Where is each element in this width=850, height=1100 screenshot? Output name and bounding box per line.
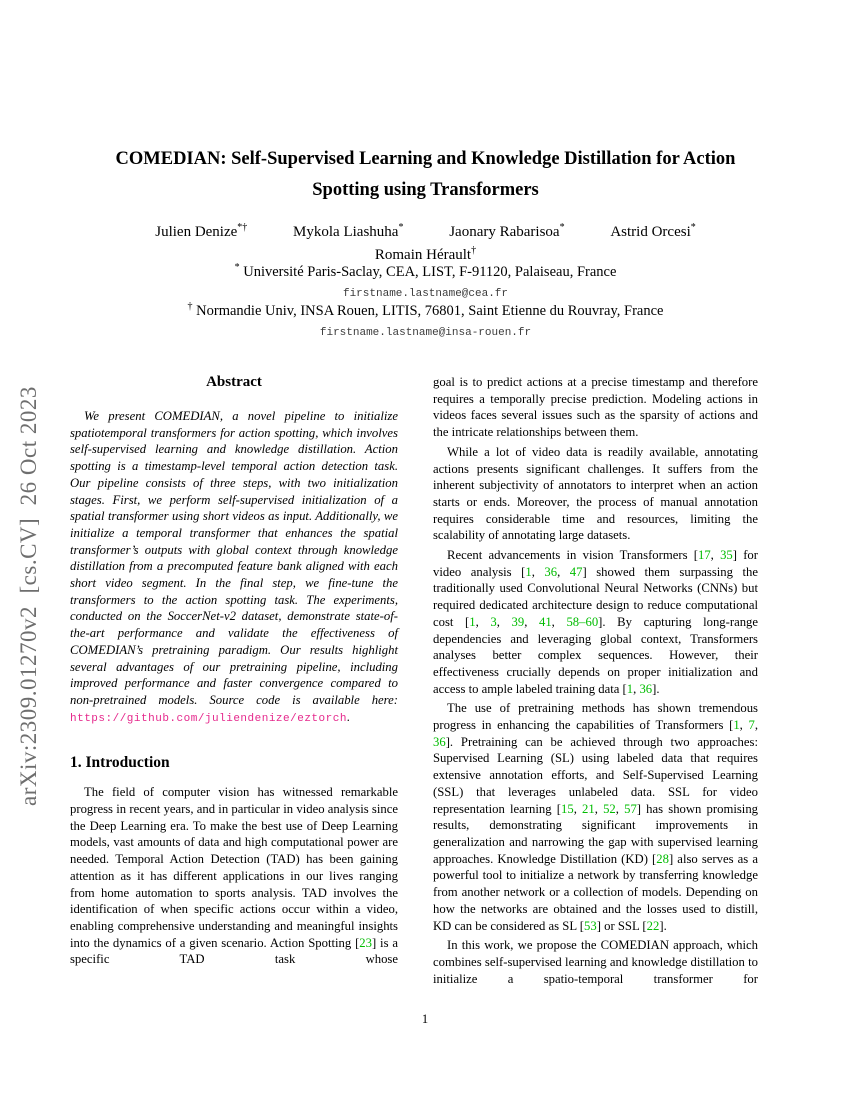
affiliation-1: * Université Paris-Saclay, CEA, LIST, F-91120, Palaiseau, France (234, 262, 617, 280)
author-affiliation-mark: * (690, 222, 696, 233)
citation-link[interactable]: 41 (538, 614, 552, 629)
citation-link[interactable]: 52 (603, 801, 616, 816)
citation-link[interactable]: 53 (584, 918, 597, 933)
citation-link[interactable]: 1 (733, 718, 740, 733)
citation-link[interactable]: 47 (569, 564, 583, 579)
affiliation-mark: * (234, 262, 240, 274)
citation-link[interactable]: 7 (748, 718, 755, 733)
citation-link[interactable]: 23 (359, 935, 372, 950)
email-cea: firstname.lastname@cea.fr (342, 288, 509, 300)
section-heading-introduction: 1. Introduction (70, 754, 170, 772)
author-name: Romain Hérault† (374, 245, 477, 263)
citation-link[interactable]: 15 (561, 801, 574, 816)
body-paragraph: The use of pretraining methods has shown tremendous progress in enhancing the capabilities of Transformers [1, 7, 36]. Pretraining can be achieved through two approaches: Supervised Learning (SL) using labeled data that requires extensive annotation efforts, and Self-Supervised Learning (SSL) that leverages unlabeled data. SSL for video representation learning [15, 21, 52, 57] has shown promising results, demonstrating significant improvements in generalization and narrowing the gap with supervised learning approaches. Knowledge Distillation (KD) [28] also serves as a powerful tool to initialize a network by transferring knowledge from another network or a collection of models. Depending on how the networks are obtained and the losses used to distill, KD can be considered as SL [53] or SSL [22]. (433, 701, 759, 933)
email-insa: firstname.lastname@insa-rouen.fr (319, 327, 532, 339)
intro-paragraph: The field of computer vision has witnessed remarkable progress in recent years, and in particular in video analysis since the Deep Learning era. To make the best use of Deep Learning models, vast amounts of data and high computational power are needed. Temporal Action Detection (TAD) has been gaining attention as it has different applications in our lives ranging from home automation to sports analysis. TAD involves the identification of when specific actions occur within a video, enabling comprehensive understanding and meaningful insights into the dynamics of a given scenario. Action Spotting [23] is a specific TAD task whose (70, 785, 398, 967)
citation-link[interactable]: 1 (525, 564, 532, 579)
authors-row (35, 224, 816, 241)
citation-link[interactable]: 28 (656, 851, 669, 866)
abstract-heading: Abstract (206, 374, 262, 390)
citation-link[interactable]: 36 (544, 564, 558, 579)
source-code-link[interactable]: https://github.com/juliendenize/eztorch (70, 712, 347, 725)
paper-title-line2: Spotting using Transformers (312, 180, 539, 200)
citation-link[interactable]: 39 (511, 614, 525, 629)
title-block (70, 144, 781, 206)
citation-link[interactable]: 1 (469, 614, 476, 629)
affiliation-mark: † (187, 301, 193, 313)
citation-link[interactable]: 1 (626, 681, 634, 696)
author-name: Jaonary Rabarisoa* (449, 222, 565, 240)
author-affiliation-mark: * (559, 222, 565, 233)
author-affiliation-mark: † (471, 245, 477, 256)
abstract-text: We present COMEDIAN, a novel pipeline to initialize spatiotemporal transformers for action spotting, which involves self-supervised learning and knowledge distillation. Action spotting is a timestamp-level temporal action detection task. Our pipeline consists of three steps, with two initialization stages. First, we perform self-supervised initialization of a spatial transformer using short videos as input. Additionally, we initialize a temporal transformer that enhances the spatial transformer’s outputs with global context through knowledge distillation from a precomputed feature bank aligned with each short video segment. In the final step, we fine-tune the transformers to the action spotting task. The experiments, conducted on the SoccerNet-v2 dataset, demonstrate state-of-the-art performance and validate the effectiveness of COMEDIAN’s pretraining paradigm. Our results highlight several advantages of our pretraining pipeline, including improved performance and faster convergence compared to non-pretrained models. Source code is available here: https://github.com/juliendenize/eztorch. (70, 409, 398, 725)
citation-link[interactable]: 36 (433, 734, 446, 749)
citation-link[interactable]: 17 (697, 548, 711, 563)
paper-title-line1: COMEDIAN: Self-Supervised Learning and Knowledge Distillation for Action (115, 149, 736, 169)
author-name: Julien Denize*† (155, 222, 248, 240)
arxiv-watermark: arXiv:2309.01270v2 [cs.CV] 26 Oct 2023 (16, 386, 41, 806)
author-affiliation-mark: * (398, 222, 404, 233)
citation-link[interactable]: 58–60 (566, 614, 599, 629)
citation-link[interactable]: 21 (582, 801, 595, 816)
author-affiliation-mark: *† (237, 222, 248, 233)
citation-link[interactable]: 36 (639, 681, 653, 696)
citation-link[interactable]: 35 (720, 548, 733, 563)
author-name: Astrid Orcesi* (610, 222, 696, 240)
affiliation-2: † Normandie Univ, INSA Rouen, LITIS, 76801, Saint Etienne du Rouvray, France (187, 301, 664, 319)
citation-link[interactable]: 3 (490, 614, 497, 629)
citation-link[interactable]: 57 (624, 801, 637, 816)
body-paragraph: In this work, we propose the COMEDIAN approach, which combines self-supervised learning and knowledge distillation to initialize a spatio-temporal transformer for (433, 938, 758, 986)
citation-link[interactable]: 22 (646, 918, 660, 933)
body-paragraph: While a lot of video data is readily available, annotating actions presents significant challenges. It suffers from the inherent subjectivity of annotators to interpret when an action starts or ends. Moreover, the process of manual annotation requires considerable time and resources, limiting the scalability of annotating large datasets. (433, 444, 758, 543)
body-paragraph: Recent advancements in vision Transformers [17, 35] for video analysis [1, 36, 47] showed them surpassing the traditionally used Convolutional Neural Networks (CNNs) but required dedicated architecture design to reduce computational cost [1, 3, 39, 41, 58–60]. By capturing long-range dependencies and leveraging global context, Transformers analyses better complex sequences. However, their effectiveness crucially depends on proper initialization and access to ample labeled training data [1, 36]. (433, 548, 759, 696)
author-name: Mykola Liashuha* (293, 222, 404, 240)
right-column (433, 374, 758, 990)
body-paragraph: goal is to predict actions at a precise timestamp and therefore requires a temporally precise prediction. Modeling actions in videos faces several issues such as the sparsity of actions and the intricate relationships between them. (433, 375, 758, 440)
left-column (70, 374, 398, 971)
page-number: 1 (421, 1012, 429, 1026)
